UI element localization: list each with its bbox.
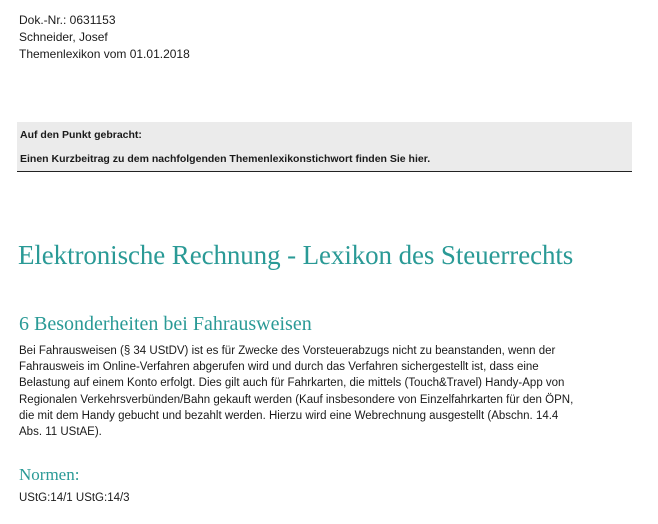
body-line: Belastung auf einem Konto erfolgt. Dies gilt auch für Fahrkarten, die mittels (Touch&Travel) Handy-App von [19,377,565,390]
page-title: Elektronische Rechnung - Lexikon des Steuerrechts [18,240,574,270]
norms-title: Normen: [19,465,80,484]
body-line: Regionalen Verkehrsverbünden/Bahn gekauft werden (Kauf insbesondere von Einzelfahrkarten für den ÖPN, [19,393,574,406]
doc-author: Schneider, Josef [19,30,108,44]
body-line: Bei Fahrausweisen (§ 34 UStDV) ist es für Zwecke des Vorsteuerabzugs nicht zu beanstanden, wenn der [19,345,556,357]
body-line: Abs. 11 UStAE). [19,426,102,439]
summary-link-text[interactable]: Einen Kurzbeitrag zu dem nachfolgenden Themenlexikonstichwort finden Sie hier. [20,153,431,165]
doc-number: Dok.-Nr.: 0631153 [19,13,116,27]
norms-text: UStG:14/1 UStG:14/3 [19,492,130,504]
summary-box [17,122,632,172]
body-line: die mit dem Handy gebucht und bezahlt werden. Hierzu wird eine Webrechnung ausgestellt (Abschn. 14.4 [19,409,559,422]
body-line: Fahrausweis im Online-Verfahren abgerufen wird und durch das Verfahren sichergestellt ist, dass eine [19,361,539,374]
section-body [19,343,639,440]
summary-heading: Auf den Punkt gebracht: [20,129,142,141]
section-title: 6 Besonderheiten bei Fahrausweisen [19,313,312,335]
doc-source: Themenlexikon vom 01.01.2018 [19,47,190,61]
document-meta [19,12,190,63]
